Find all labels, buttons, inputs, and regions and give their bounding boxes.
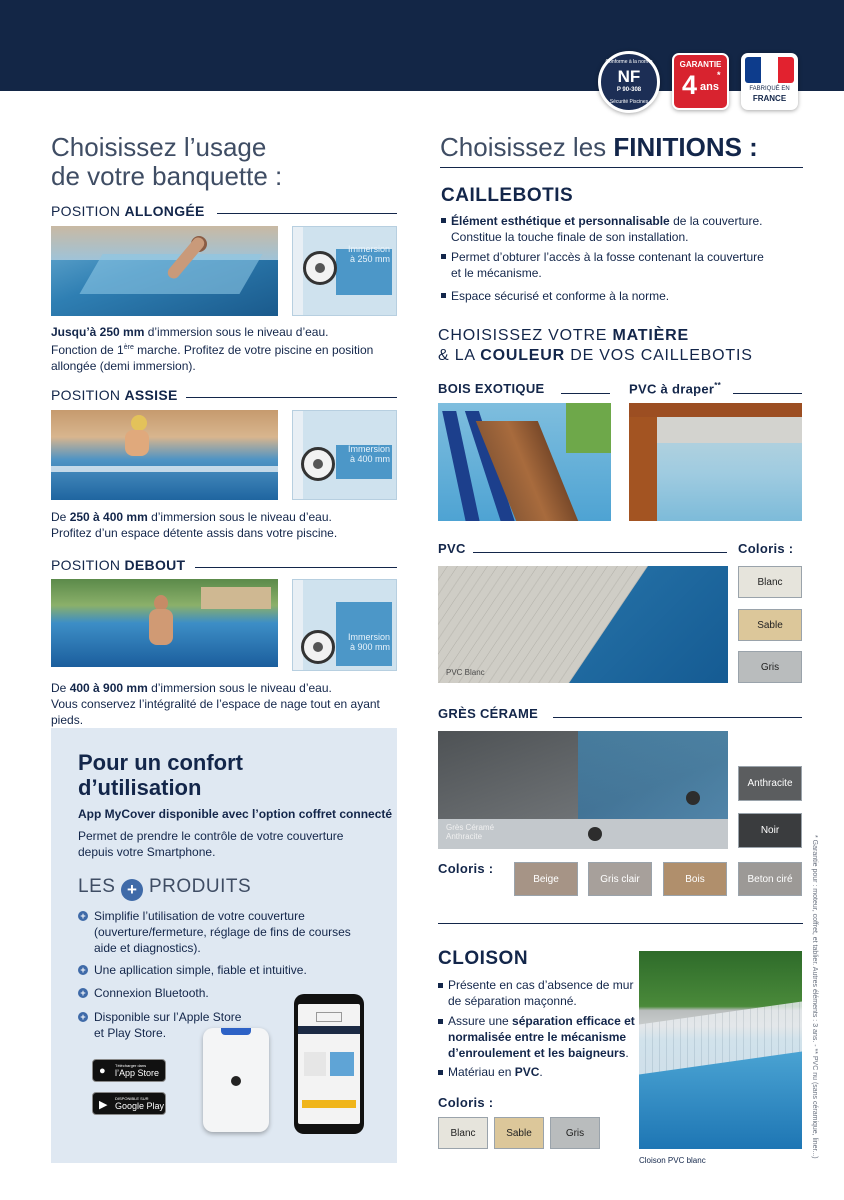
left-title-line2: de votre banquette : xyxy=(51,161,283,191)
footnote: * Garantie pour : moteur, coffret, et tablier. Autres éléments : 3 ans. - ** PVC nu (sans céramique, liner...) xyxy=(811,835,818,1159)
gres-coloris-label: Coloris : xyxy=(438,861,494,876)
bullet-icon xyxy=(441,293,446,298)
france-label: FRANCE xyxy=(752,94,787,103)
app-promo-panel xyxy=(51,728,397,1163)
made-in-france-badge xyxy=(741,53,798,110)
warranty-label: GARANTIE xyxy=(679,60,722,69)
gres-cerame-title: GRÈS CÉRAME xyxy=(438,706,539,721)
bullet-icon xyxy=(438,1019,443,1024)
position-assise-title: POSITION ASSISE xyxy=(51,387,178,403)
divider xyxy=(217,213,397,214)
nf-certification-badge xyxy=(598,51,660,113)
diagram-allongee xyxy=(292,226,397,316)
immersion-label: Immersion à 250 mm xyxy=(347,244,390,264)
divider xyxy=(561,393,610,394)
advantage-item: Simplifie l’utilisation de votre couverture (ouverture/fermeture, réglage de fins de courses aide et diagnostics). xyxy=(94,909,351,955)
cloison-coloris-label: Coloris : xyxy=(438,1095,494,1110)
google-play-button[interactable]: ▶ DISPONIBLE SUR Google Play xyxy=(92,1092,166,1115)
swatch-gres-noir[interactable]: Noir xyxy=(738,813,802,848)
photo-bois-exotique xyxy=(438,403,611,521)
promo-description: Permet de prendre le contrôle de votre couverture depuis votre Smartphone. xyxy=(78,829,344,859)
phone-screen xyxy=(298,1004,360,1124)
immersion-label: Immersion à 400 mm xyxy=(347,444,390,464)
nf-arc-top: Conforme à la norme xyxy=(605,59,653,65)
gres-caption: Grès Céramé Anthracite xyxy=(446,823,495,841)
plus-bullet-icon: + xyxy=(78,965,88,975)
plus-bullet-icon: + xyxy=(78,911,88,921)
left-title-line1: Choisissez l’usage xyxy=(51,132,267,162)
photo-cloison xyxy=(639,951,802,1149)
bullet-icon xyxy=(441,254,446,259)
made-in-label: FABRIQUÉ EN xyxy=(749,86,790,92)
swatch-gres-bois[interactable]: Bois xyxy=(663,862,727,896)
position-debout-title: POSITION DEBOUT xyxy=(51,557,186,573)
nf-arc-bottom: Sécurité Piscines xyxy=(609,99,649,105)
position-assise-text: De 250 à 400 mm d’immersion sous le niveau d’eau. Profitez d’un espace détente assis dans votre piscine. xyxy=(51,510,338,540)
plus-icon: + xyxy=(121,879,143,901)
photo-assise xyxy=(51,410,278,500)
promo-subtitle: App MyCover disponible avec l’option coffret connecté xyxy=(78,807,393,821)
swatch-gres-gris-clair[interactable]: Gris clair xyxy=(588,862,652,896)
promo-title: Pour un confort d’utilisation xyxy=(78,750,243,800)
photo-pvc-draper xyxy=(629,403,802,521)
diagram-assise xyxy=(292,410,397,500)
advantage-item: Une apllication simple, fiable et intuitive. xyxy=(94,963,307,977)
swatch-pvc-blanc[interactable]: Blanc xyxy=(738,566,802,598)
caillebotis-title: CAILLEBOTIS xyxy=(441,185,574,206)
cloison-bullet: Assure une séparation efficace et normalisée entre le mécanisme d’enroulement et les baigneurs. xyxy=(448,1014,635,1060)
bullet-icon xyxy=(438,983,443,988)
caillebotis-bullet: Espace sécurisé et conforme à la norme. xyxy=(451,289,670,303)
divider xyxy=(186,397,397,398)
plus-bullet-icon: + xyxy=(78,988,88,998)
position-debout-text: De 400 à 900 mm d’immersion sous le niveau d’eau. Vous conservez l’intégralité de l’espace de nage tout en ayant pieds. xyxy=(51,681,380,727)
matiere-title: CHOISISSEZ VOTRE MATIÈRE & LA COULEUR DE VOS CAILLEBOTIS xyxy=(438,327,753,364)
apple-icon: ● xyxy=(99,1065,106,1077)
divider xyxy=(473,552,727,553)
les-plus-produits: LES + PRODUITS xyxy=(78,876,252,899)
divider xyxy=(438,923,803,924)
roller-icon xyxy=(303,251,337,285)
pvc-caption: PVC Blanc xyxy=(446,668,485,677)
swatch-cloison-sable[interactable]: Sable xyxy=(494,1117,544,1149)
bois-exotique-title: BOIS EXOTIQUE xyxy=(438,381,545,396)
app-store-button[interactable]: ● Télécharger dans l’App Store xyxy=(92,1059,166,1082)
advantage-item: Connexion Bluetooth. xyxy=(94,986,209,1000)
warranty-mark: * xyxy=(717,70,721,80)
swatch-gres-beige[interactable]: Beige xyxy=(514,862,578,896)
pvc-coloris-label: Coloris : xyxy=(738,541,794,556)
roller-icon xyxy=(301,447,335,481)
bullet-icon xyxy=(441,218,446,223)
diagram-debout xyxy=(292,579,397,671)
cloison-bullet: Présente en cas d’absence de mur de séparation maçonné. xyxy=(448,978,634,1008)
nf-code: P 90-308 xyxy=(616,87,642,93)
pvc-draper-title: PVC à draper** xyxy=(629,381,722,397)
swatch-gres-anthracite[interactable]: Anthracite xyxy=(738,766,802,801)
warranty-years: 4 xyxy=(682,70,698,100)
left-title xyxy=(51,133,401,191)
divider xyxy=(195,567,397,568)
caillebotis-bullet: Élément esthétique et personnalisable de la couverture. Constitue la touche finale de son installation. xyxy=(451,214,763,244)
photo-pvc xyxy=(438,566,728,683)
divider xyxy=(733,393,802,394)
cloison-bullet: Matériau en PVC. xyxy=(448,1065,543,1079)
immersion-label: Immersion à 900 mm xyxy=(347,632,390,652)
play-icon: ▶ xyxy=(99,1099,108,1111)
french-flag-icon xyxy=(745,57,794,83)
caillebotis-bullet: Permet d’obturer l’accès à la fosse contenant la couverture et le mécanisme. xyxy=(451,250,764,280)
divider xyxy=(440,167,803,168)
pvc-title: PVC xyxy=(438,541,466,556)
photo-gres-cerame xyxy=(438,731,728,849)
divider xyxy=(553,717,802,718)
nf-label: NF xyxy=(617,67,641,86)
roller-icon xyxy=(301,630,335,664)
bullet-icon xyxy=(438,1070,443,1075)
swatch-pvc-gris[interactable]: Gris xyxy=(738,651,802,683)
smartphone xyxy=(294,994,364,1134)
connected-box-device xyxy=(203,1028,269,1132)
warranty-badge xyxy=(672,53,729,110)
position-allongee-title: POSITION ALLONGÉE xyxy=(51,203,205,219)
swatch-gres-beton-cire[interactable]: Beton ciré xyxy=(738,862,802,896)
swatch-cloison-gris[interactable]: Gris xyxy=(550,1117,600,1149)
advantage-item: Disponible sur l’Apple Store et Play Store. xyxy=(94,1010,242,1040)
cloison-caption: Cloison PVC blanc xyxy=(639,1156,706,1165)
right-title: Choisissez les FINITIONS : xyxy=(440,132,758,162)
photo-allongee xyxy=(51,226,278,316)
swatch-cloison-blanc[interactable]: Blanc xyxy=(438,1117,488,1149)
photo-debout xyxy=(51,579,278,667)
position-allongee-text: Jusqu’à 250 mm d’immersion sous le niveau d’eau. Fonction de 1ère marche. Profitez de votre piscine en position allongée (demi immersion). xyxy=(51,325,374,373)
cloison-title: CLOISON xyxy=(438,948,529,969)
swatch-pvc-sable[interactable]: Sable xyxy=(738,609,802,641)
plus-bullet-icon: + xyxy=(78,1012,88,1022)
warranty-unit: ans xyxy=(700,81,719,93)
